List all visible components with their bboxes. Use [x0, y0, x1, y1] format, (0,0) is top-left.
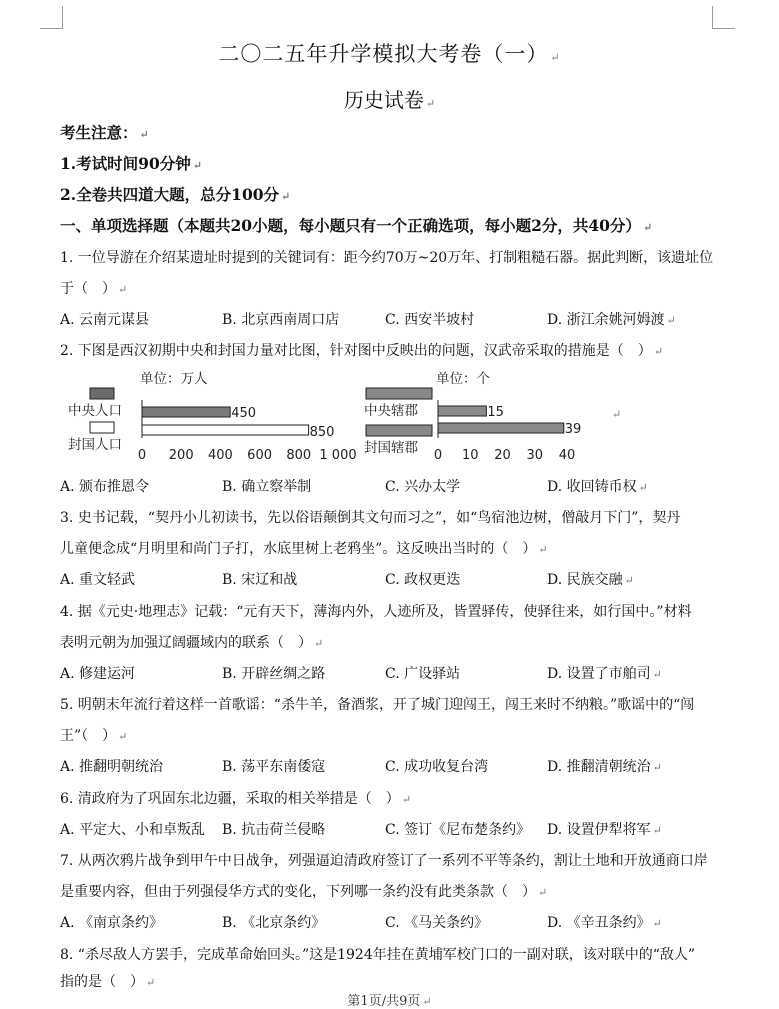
- option-c: C. 政权更迭: [385, 572, 461, 588]
- bar-value-label: 15: [487, 405, 504, 420]
- legend-swatch-central: [366, 388, 432, 399]
- section-heading: 一、单项选择题（本题共20小题，每小题只有一个正确选项，每小题2分，共40分） ↵: [60, 216, 653, 235]
- option-d: D. 设置了市舶司 ↵: [547, 666, 662, 682]
- question-text: 2. 下图是西汉初期中央和封国力量对比图，针对图中反映出的问题，汉武帝采取的措施是（ ） ↵: [60, 343, 664, 359]
- legend-swatch-fief: [366, 425, 432, 436]
- option-d: D. 浙江余姚河姆渡 ↵: [547, 312, 676, 328]
- option-a: A. 修建运河: [60, 666, 136, 682]
- option-d: D. 民族交融 ↵: [547, 572, 634, 588]
- tick-label: 30: [526, 448, 544, 463]
- tick-label: 400: [207, 448, 233, 463]
- tick-label: 0: [433, 448, 443, 463]
- option-d: D. 收回铸币权 ↵: [547, 479, 648, 495]
- legend-swatch-fief: [90, 422, 114, 433]
- option-c: C. 签订《尼布楚条约》: [385, 822, 531, 838]
- bar-fief-commanderies: [438, 423, 564, 433]
- option-c: C. 广设驿站: [385, 666, 461, 682]
- tick-label: 600: [247, 448, 273, 463]
- option-b: B. 开辟丝绸之路: [222, 666, 326, 682]
- tick-label: 800: [286, 448, 312, 463]
- option-b: B. 确立察举制: [222, 479, 312, 495]
- exam-subtitle: 历史试卷 ↵: [343, 88, 436, 112]
- category-label: 封国辖郡: [364, 440, 418, 456]
- question-text: 4. 据《元史·地理志》记载：“元有天下，薄海内外，人迹所及，皆置驿传，使驿往来，如行国中。”材料: [60, 604, 692, 620]
- question-text: 7. 从两次鸦片战争到甲午中日战争，列强逼迫清政府签订了一系列不平等条约，割让土地和开放通商口岸: [60, 853, 708, 869]
- category-label: 封国人口: [68, 437, 122, 453]
- option-c: C. 《马关条约》: [385, 915, 489, 931]
- option-b: B. 北京西南周口店: [222, 312, 340, 328]
- legend-swatch-central: [90, 388, 114, 399]
- tick-label: 20: [494, 448, 511, 463]
- bar-central-commanderies: [438, 406, 486, 416]
- tick-label: 200: [168, 448, 194, 463]
- question-text: 王”（ ） ↵: [60, 728, 128, 744]
- question-text: 指的是（ ） ↵: [60, 974, 156, 990]
- tick-label: 10: [461, 448, 479, 463]
- option-a: A. 平定大、小和卓叛乱: [60, 822, 206, 838]
- exam-title: 二〇二五年升学模拟大考卷（一） ↵: [218, 42, 561, 66]
- page-corner-mark: [40, 6, 63, 29]
- option-a: A. 颁布推恩令: [60, 479, 150, 495]
- paragraph-mark: ↵: [612, 408, 622, 421]
- option-a: A. 重文轻武: [60, 572, 136, 588]
- chart-unit-label: 单位：个: [436, 371, 490, 387]
- category-label: 中央人口: [68, 403, 122, 419]
- question-text: 1. 一位导游在介绍某遗址时提到的关键词有：距今约70万~20万年、打制粗糙石器。据此判断，该遗址位: [60, 250, 714, 266]
- tick-label: 40: [558, 448, 576, 463]
- option-a: A. 《南京条约》: [60, 915, 164, 931]
- notice-item: 1.考试时间90分钟 ↵: [60, 154, 202, 173]
- option-d: D. 设置伊犁将军 ↵: [547, 822, 662, 838]
- chart-unit-label: 单位：万人: [140, 371, 208, 387]
- question-text: 5. 明朝末年流行着这样一首歌谣：“杀牛羊，备酒浆，开了城门迎闯王，闯王来时不纳粮。”歌谣中的“闯: [60, 697, 695, 713]
- commandery-chart: [362, 366, 612, 470]
- option-c: C. 西安半坡村: [385, 312, 475, 328]
- question-text: 6. 清政府为了巩固东北边疆，采取的相关举措是（ ） ↵: [60, 791, 412, 807]
- notice-item: 2.全卷共四道大题，总分100分 ↵: [60, 185, 291, 204]
- option-b: B. 宋辽和战: [222, 572, 298, 588]
- question-text: 于（ ） ↵: [60, 281, 128, 297]
- page-footer: 第1页/共9页 ↵: [347, 994, 432, 1009]
- category-label: 中央辖郡: [364, 403, 418, 419]
- bar-value-label: 850: [309, 425, 335, 440]
- tick-label: 1 000: [319, 448, 357, 463]
- option-a: A. 云南元谋县: [60, 312, 150, 328]
- option-c: C. 兴办太学: [385, 479, 461, 495]
- option-b: B. 荡平东南倭寇: [222, 759, 326, 775]
- bar-fief-population: [142, 425, 309, 435]
- question-text: 表明元朝为加强辽阔疆域内的联系（ ） ↵: [60, 635, 324, 651]
- bar-value-label: 39: [564, 422, 582, 437]
- question-text: 是重要内容，但由于列强侵华方式的变化，下列哪一条约没有此类条款（ ） ↵: [60, 884, 548, 900]
- population-chart: [60, 366, 360, 470]
- question-text: 3. 史书记载，“契丹小儿初读书，先以俗语颠倒其文句而习之”，如“鸟宿池边树，僧敲月下门”，契丹: [60, 510, 681, 526]
- question-text: 儿童便念成“月明里和尚门子打，水底里树上老鸦坐”。这反映出当时的（ ） ↵: [60, 541, 548, 557]
- bar-value-label: 450: [231, 406, 257, 421]
- option-c: C. 成功收复台湾: [385, 759, 489, 775]
- page-corner-mark: [712, 6, 735, 29]
- tick-label: 0: [137, 448, 147, 463]
- option-d: D. 《辛丑条约》 ↵: [547, 915, 662, 931]
- option-d: D. 推翻清朝统治 ↵: [547, 759, 662, 775]
- option-b: B. 《北京条约》: [222, 915, 326, 931]
- question-text: 8. “杀尽敌人方罢手，完成革命始回头。”这是1924年挂在黄埔军校门口的一副对联，该对联中的“敌人”: [60, 947, 696, 963]
- notice-heading: 考生注意： ↵: [60, 123, 149, 142]
- option-b: B. 抗击荷兰侵略: [222, 822, 326, 838]
- option-a: A. 推翻明朝统治: [60, 759, 164, 775]
- bar-central-population: [142, 407, 230, 417]
